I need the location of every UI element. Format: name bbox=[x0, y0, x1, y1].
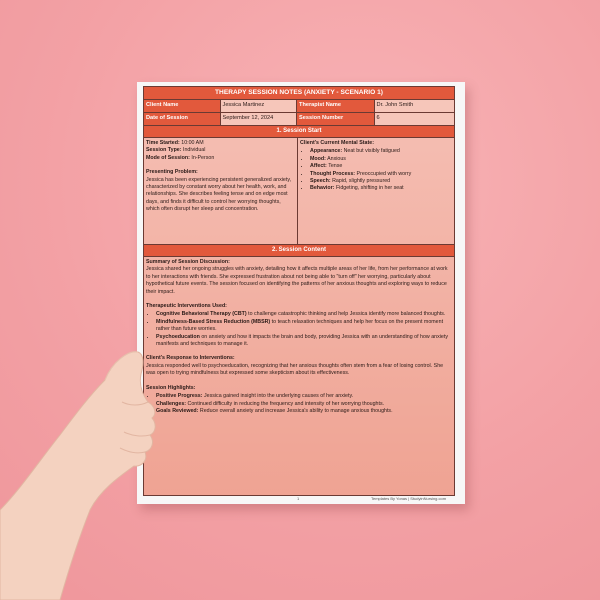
interventions-label: Therapeutic Interventions Used: bbox=[146, 303, 227, 310]
list-item: • Speech: Rapid, slightly pressured bbox=[310, 178, 452, 185]
highlights-label: Session Highlights: bbox=[146, 384, 196, 391]
session-start-left bbox=[144, 138, 298, 244]
session-type-label: Session Type: bbox=[146, 147, 182, 154]
date-value: September 12, 2024 bbox=[221, 113, 298, 125]
section-1-header: 1. Session Start bbox=[144, 126, 454, 138]
therapist-name-label: Therapist Name bbox=[297, 100, 375, 112]
summary-text: Jessica shared her ongoing struggles with anxiety, detailing how it affects multiple areas of her life, from her performance at work to her interactions with friends. She expressed frustration about not being able to "turn off" her worrying, particularly about hypothetical future events. The session focused on identifying the patterns of her anxious thoughts and exploring ways to reduce their impact. bbox=[146, 266, 448, 295]
list-item: • Challenges: Continued difficulty in reducing the frequency and intensity of her worrying thoughts. bbox=[156, 401, 452, 408]
list-item: • Cognitive Behavioral Therapy (CBT) to challenge catastrophic thinking and help Jessica identify more balanced thoughts. bbox=[156, 311, 452, 318]
mental-state-label: Client's Current Mental State: bbox=[300, 140, 374, 146]
session-number-value: 6 bbox=[375, 113, 454, 125]
mental-state-list bbox=[300, 148, 452, 192]
list-item: • Mindfulness-Based Stress Reduction (MBSR) to teach relaxation techniques and help her focus on the present moment rather than future worries. bbox=[156, 319, 452, 334]
session-type-value: Individual bbox=[183, 147, 206, 154]
session-number-label: Session Number bbox=[297, 113, 375, 125]
mode-line bbox=[146, 155, 295, 162]
list-item: • Positive Progress: Jessica gained insight into the underlying causes of her anxiety. bbox=[156, 393, 452, 400]
presenting-problem-text: Jessica has been experiencing persistent generalized anxiety, characterized by constant worry about her health, work, and relationships. She describes feeling tense and on edge most days, and finds it difficult to control her worrying thoughts, which often disrupt her sleep and concentration. bbox=[146, 176, 292, 213]
response-label: Client's Response to Interventions: bbox=[146, 355, 235, 362]
list-item: • Behavior: Fidgeting, shifting in her seat bbox=[310, 185, 452, 192]
time-started-label: Time Started: bbox=[146, 140, 180, 146]
client-name-label: Client Name bbox=[144, 100, 221, 112]
session-start-body bbox=[144, 138, 454, 245]
list-item: • Mood: Anxious bbox=[310, 156, 452, 163]
list-item: • Psychoeducation on anxiety and how it impacts the brain and body, providing Jessica with an understanding of how anxiety manifests and techniques to manage it. bbox=[156, 334, 452, 349]
list-item: • Appearance: Neat but visibly fatigued bbox=[310, 148, 452, 155]
therapist-name-value: Dr. John Smith bbox=[375, 100, 454, 112]
presenting-problem-label: Presenting Problem: bbox=[146, 169, 198, 176]
page-number: 1 bbox=[297, 496, 300, 501]
response-text: Jessica responded well to psychoeducation, recognizing that her anxious thoughts often stem from a fear of losing control. She was open to trying mindfulness but expressed some skepticism about its effectiveness. bbox=[146, 362, 444, 377]
hand-icon bbox=[0, 352, 155, 600]
client-name-value: Jessica Martinez bbox=[221, 100, 298, 112]
session-type-line bbox=[146, 147, 295, 154]
info-row-1 bbox=[144, 100, 454, 113]
list-item: • Affect: Tense bbox=[310, 163, 452, 170]
form-title: THERAPY SESSION NOTES (ANXIETY - SCENARIO 1) bbox=[144, 87, 454, 100]
footer-brand: Templates By Yonas | StudyinNursing.com bbox=[371, 496, 447, 501]
time-started-line bbox=[146, 140, 295, 147]
section-2-header: 2. Session Content bbox=[144, 245, 454, 257]
summary-label: Summary of Session Discussion: bbox=[146, 259, 230, 265]
list-item: • Thought Process: Preoccupied with worry bbox=[310, 171, 452, 178]
date-label: Date of Session bbox=[144, 113, 221, 125]
mental-state-column bbox=[298, 138, 454, 244]
list-item: • Goals Reviewed: Reduce overall anxiety and increase Jessica's ability to manage anxious thoughts. bbox=[156, 408, 452, 415]
mode-value: In-Person bbox=[191, 154, 215, 161]
mode-label: Mode of Session: bbox=[146, 154, 190, 161]
time-started-value: 10:00 AM bbox=[181, 140, 204, 146]
info-row-2 bbox=[144, 113, 454, 126]
hand-illustration bbox=[0, 340, 200, 600]
